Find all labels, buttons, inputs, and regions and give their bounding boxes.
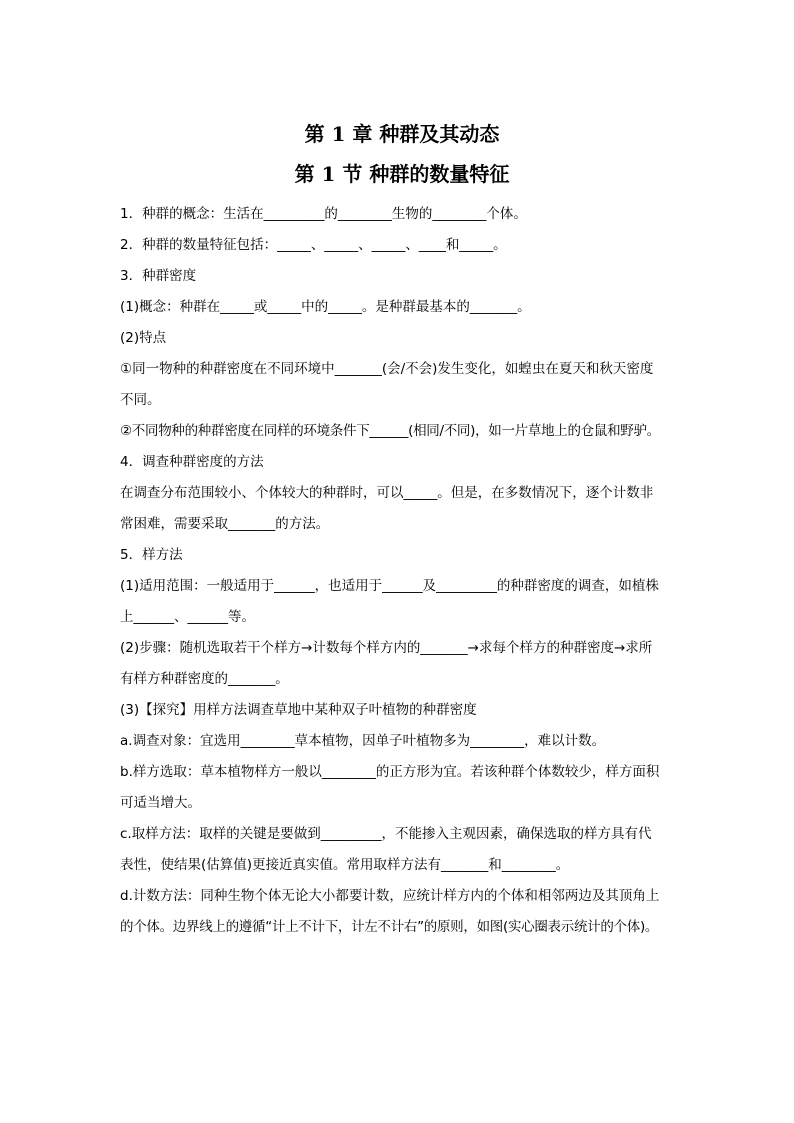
item-inquiry-d-cont: 的个体。边界线上的遵循“计上不计下，计左不计右”的原则，如图(实心圈表示统计的个体)。	[120, 919, 659, 935]
heading-survey-methods: 4．调查种群密度的方法	[120, 454, 264, 470]
item-population-concept: 1．种群的概念：生活在_________的________生物的________个体。	[120, 206, 527, 222]
item-applicable-scope-cont: 上______、______等。	[120, 609, 255, 625]
section-title: 第 1 节 种群的数量特征	[294, 162, 510, 186]
item-density-concept: (1)概念：种群在_____或_____中的_____。是种群最基本的_______。	[120, 299, 531, 315]
item-steps-cont: 有样方种群密度的_______。	[120, 671, 289, 687]
heading-population-density: 3．种群密度	[120, 268, 197, 284]
item-survey-methods: 在调查分布范围较小、个体较大的种群时，可以_____。但是，在多数情况下，逐个计数非	[120, 485, 654, 501]
item-quantity-features: 2．种群的数量特征包括：_____、_____、_____、____和_____。	[120, 237, 507, 253]
item-inquiry-c: c.取样方法：取样的关键是要做到_________，不能掺入主观因素，确保选取的样方具有代	[120, 826, 652, 842]
item-inquiry-c-cont: 表性，使结果(估算值)更接近真实值。常用取样方法有_______和________。	[120, 857, 570, 873]
heading-characteristics: (2)特点	[120, 330, 167, 346]
item-inquiry-d: d.计数方法：同种生物个体无论大小都要计数，应统计样方内的个体和相邻两边及其顶角上	[120, 888, 660, 904]
item-applicable-scope: (1)适用范围：一般适用于______，也适用于______及_________的种群密度的调查，如植株	[120, 578, 659, 594]
heading-quadrat-method: 5．样方法	[120, 547, 183, 563]
item-characteristic-1: ①同一物种的种群密度在不同环境中_______(会/不会)发生变化，如蝗虫在夏天和秋天密度	[120, 361, 654, 377]
chapter-title: 第 1 章 种群及其动态	[304, 122, 500, 146]
item-characteristic-1-cont: 不同。	[120, 392, 161, 408]
item-inquiry-a: a.调查对象：宜选用________草本植物，因单子叶植物多为________，难以计数。	[120, 733, 606, 749]
item-characteristic-2: ②不同物种的种群密度在同样的环境条件下______(相同/不同)，如一片草地上的仓鼠和野驴。	[120, 423, 660, 439]
item-inquiry-b-cont: 可适当增大。	[120, 795, 201, 811]
item-survey-methods-cont: 常困难，需要采取_______的方法。	[120, 516, 330, 532]
item-inquiry: (3)【探究】用样方法调查草地中某种双子叶植物的种群密度	[120, 702, 477, 718]
item-steps: (2)步骤：随机选取若干个样方→计数每个样方内的_______→求每个样方的种群密度→求所	[120, 640, 653, 656]
item-inquiry-b: b.样方选取：草本植物样方一般以________的正方形为宜。若该种群个体数较少，样方面积	[120, 764, 660, 780]
